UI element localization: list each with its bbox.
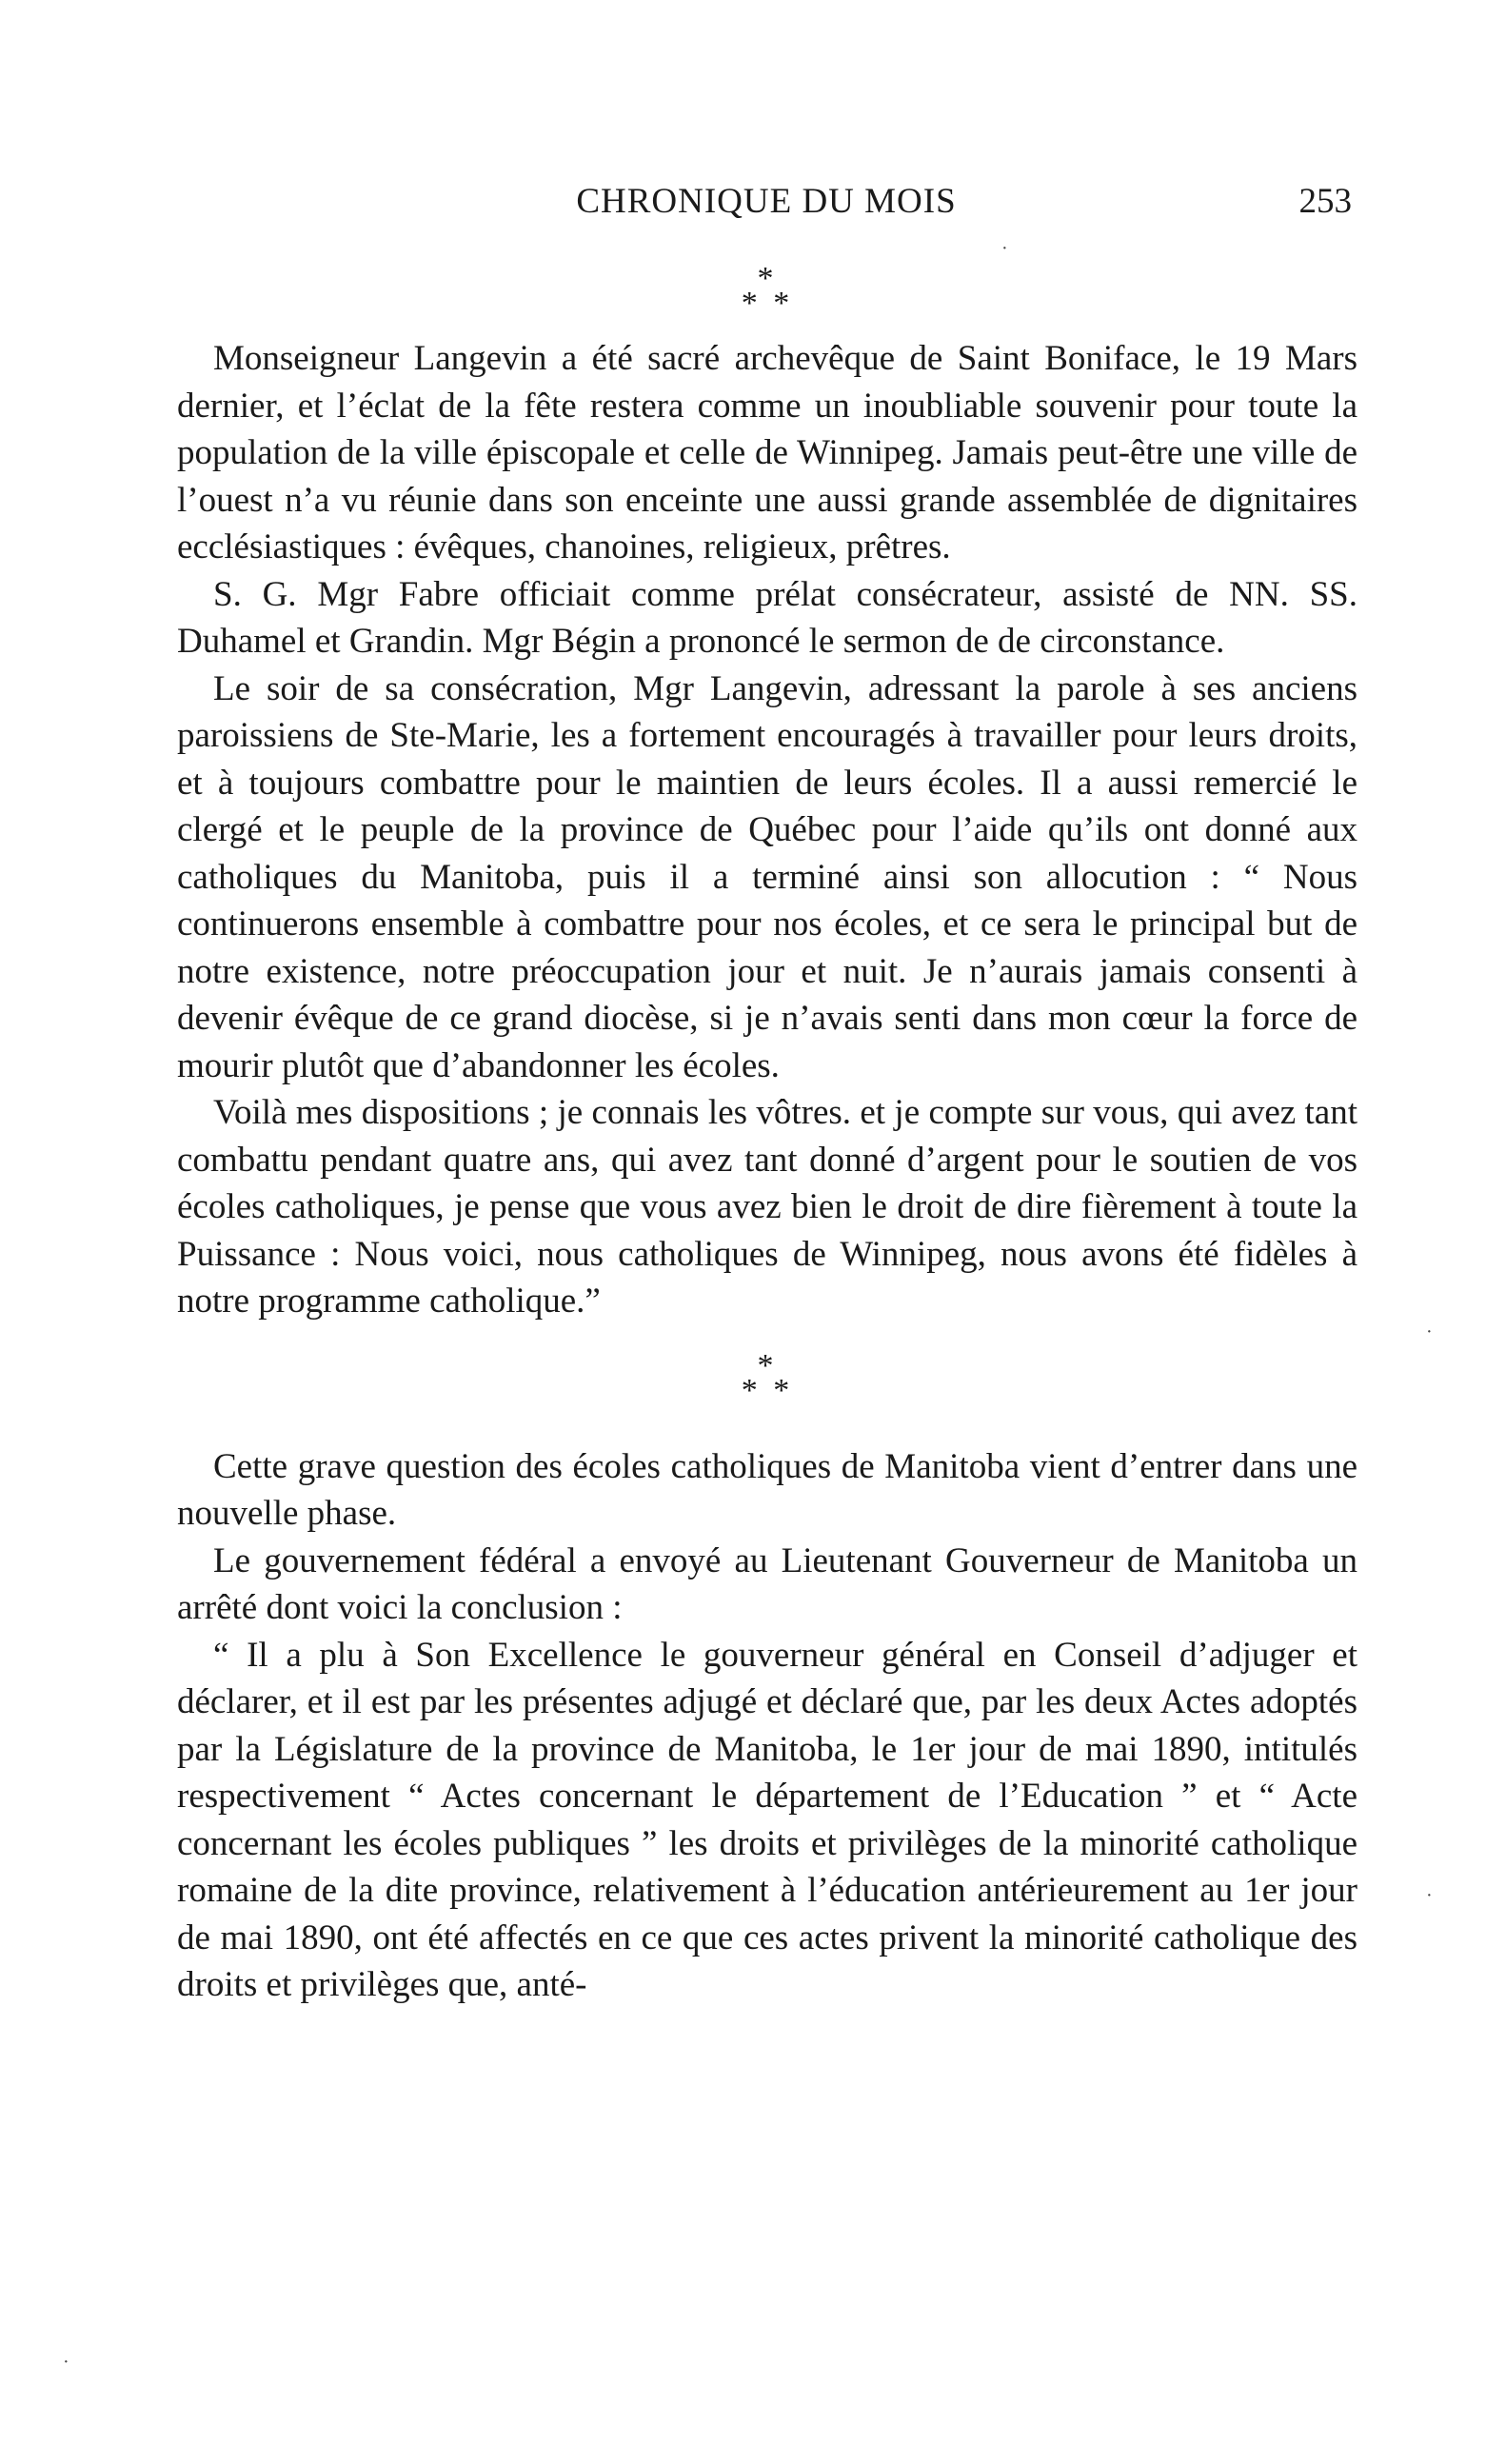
paragraph-speech: Le soir de sa consécration, Mgr Langevin, adressant la parole à ses anciens paroissiens de Ste-Marie, les a fortement encouragés à travailler pour leurs droits, et à toujours combattre pour le maintien de leurs écoles. Il a aussi remercié le clergé et le peuple de la province de Québec pour l’aide qu’ils ont donné aux catholiques du Manitoba, puis il a terminé ainsi son allocution : “ Nous continuerons ensemble à combattre pour nos écoles, et ce sera le principal but de notre existence, notre préoccupation jour et nuit. Je n’aurais jamais consenti à devenir évêque de ce grand diocèse, si je n’avais senti dans mon cœur la force de mourir plutôt que d’abandonner les écoles. [177, 668, 1357, 1085]
print-speck: · [63, 2352, 69, 2373]
body-text [177, 261, 1357, 2009]
page-number: 253 [1298, 182, 1352, 221]
running-head [181, 181, 1352, 229]
paragraph-federal-order: Le gouvernement fédéral a envoyé au Lieutenant Gouverneur de Manitoba un arrêté dont voici la conclusion : [177, 1540, 1357, 1627]
asterism-separator [177, 261, 1357, 335]
paragraph-order-quote: “ Il a plu à Son Excellence le gouverneur général en Conseil d’adjuger et déclarer, et il est par les présentes adjugé et déclaré que, par les deux Actes adoptés par la Législature de la province de Manitoba, le 1er jour de mai 1890, intitulés respectivement “ Actes concernant le département de l’Education ” et “ Acte concernant les écoles publiques ” les droits et privilèges de la minorité catholique romaine de la dite province, relativement à l’éducation antérieurement au 1er jour de mai 1890, ont été affectés en ce que ces actes privent la minorité catholique des droits et privilèges que, anté- [177, 1635, 1357, 2004]
asterism-bottom: * * [741, 1372, 794, 1408]
asterism-bottom: * * [741, 286, 794, 321]
print-speck: · [1426, 1321, 1433, 1342]
asterism-separator [177, 1347, 1357, 1422]
asterism-top: * [757, 1347, 778, 1383]
asterism-top: * [757, 261, 778, 296]
paragraph-officiant: S. G. Mgr Fabre officiait comme prélat consécrateur, assisté de NN. SS. Duhamel et Grandin. Mgr Bégin a prononcé le sermon de de circonstance. [177, 574, 1357, 661]
paragraph-schools-question: Cette grave question des écoles catholiques de Manitoba vient d’entrer dans une nouvelle phase. [177, 1446, 1357, 1533]
running-title: CHRONIQUE DU MOIS [576, 182, 957, 221]
print-speck: · [1001, 238, 1008, 259]
print-speck: · [1426, 1885, 1433, 1906]
paragraph-consecration: Monseigneur Langevin a été sacré archevêque de Saint Boniface, le 19 Mars dernier, et l’éclat de la fête restera comme un inoubliable souvenir pour toute la population de la ville épiscopale et celle de Winnipeg. Jamais peut-être une ville de l’ouest n’a vu réunie dans son enceinte une aussi grande assemblée de dignitaires ecclésiastiques : évêques, chanoines, religieux, prêtres. [177, 339, 1357, 566]
paragraph-speech-continued: Voilà mes dispositions ; je connais les vôtres. et je compte sur vous, qui avez tant combattu pendant quatre ans, qui avez tant donné d’argent pour le soutien de vos écoles catholiques, je pense que vous avez bien le droit de dire fièrement à toute la Puissance : Nous voici, nous catholiques de Winnipeg, nous avons été fidèles à notre programme catholique.” [177, 1093, 1357, 1321]
